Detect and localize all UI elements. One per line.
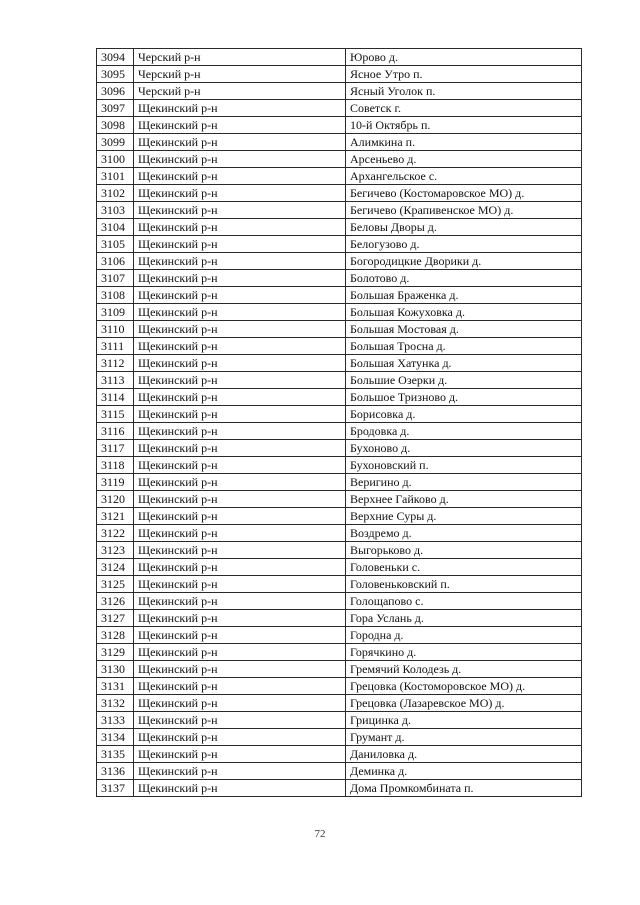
district-cell: Щекинский р-н (134, 355, 346, 372)
district-cell: Щекинский р-н (134, 423, 346, 440)
district-cell: Щекинский р-н (134, 780, 346, 797)
district-cell: Щекинский р-н (134, 321, 346, 338)
table-row (97, 423, 582, 440)
table-row (97, 406, 582, 423)
district-cell: Щекинский р-н (134, 695, 346, 712)
row-number-cell: 3130 (97, 661, 134, 678)
row-number-cell: 3111 (97, 338, 134, 355)
place-name-cell: Бухоново д. (346, 440, 582, 457)
district-cell: Щекинский р-н (134, 168, 346, 185)
row-number-cell: 3099 (97, 134, 134, 151)
place-name-cell: Болотово д. (346, 270, 582, 287)
table-row (97, 695, 582, 712)
place-name-cell: Большая Хатунка д. (346, 355, 582, 372)
district-cell: Щекинский р-н (134, 627, 346, 644)
table-row (97, 49, 582, 66)
row-number-cell: 3103 (97, 202, 134, 219)
row-number-cell: 3104 (97, 219, 134, 236)
row-number-cell: 3116 (97, 423, 134, 440)
table-row (97, 627, 582, 644)
row-number-cell: 3094 (97, 49, 134, 66)
table-row (97, 474, 582, 491)
table-row (97, 780, 582, 797)
table-row (97, 593, 582, 610)
row-number-cell: 3107 (97, 270, 134, 287)
place-name-cell: Белогузово д. (346, 236, 582, 253)
row-number-cell: 3117 (97, 440, 134, 457)
row-number-cell: 3108 (97, 287, 134, 304)
row-number-cell: 3098 (97, 117, 134, 134)
district-cell: Щекинский р-н (134, 202, 346, 219)
row-number-cell: 3124 (97, 559, 134, 576)
row-number-cell: 3101 (97, 168, 134, 185)
place-name-cell: Юрово д. (346, 49, 582, 66)
place-name-cell: Бегичево (Костомаровское МО) д. (346, 185, 582, 202)
table-row (97, 134, 582, 151)
row-number-cell: 3102 (97, 185, 134, 202)
table-row (97, 729, 582, 746)
district-cell: Щекинский р-н (134, 457, 346, 474)
row-number-cell: 3134 (97, 729, 134, 746)
row-number-cell: 3109 (97, 304, 134, 321)
district-cell: Черский р-н (134, 49, 346, 66)
place-name-cell: Большая Браженка д. (346, 287, 582, 304)
place-name-cell: Головеньковский п. (346, 576, 582, 593)
place-name-cell: Грицинка д. (346, 712, 582, 729)
row-number-cell: 3106 (97, 253, 134, 270)
district-cell: Щекинский р-н (134, 389, 346, 406)
table-row (97, 508, 582, 525)
place-name-cell: Головеньки с. (346, 559, 582, 576)
table-row (97, 491, 582, 508)
place-name-cell: Ясное Утро п. (346, 66, 582, 83)
table-row (97, 287, 582, 304)
row-number-cell: 3119 (97, 474, 134, 491)
row-number-cell: 3135 (97, 746, 134, 763)
place-name-cell: Гремячий Колодезь д. (346, 661, 582, 678)
district-cell: Щекинский р-н (134, 134, 346, 151)
place-name-cell: Веригино д. (346, 474, 582, 491)
row-number-cell: 3125 (97, 576, 134, 593)
row-number-cell: 3110 (97, 321, 134, 338)
row-number-cell: 3128 (97, 627, 134, 644)
table-row (97, 253, 582, 270)
district-cell: Щекинский р-н (134, 253, 346, 270)
district-cell: Щекинский р-н (134, 219, 346, 236)
place-name-cell: Большая Кожуховка д. (346, 304, 582, 321)
row-number-cell: 3123 (97, 542, 134, 559)
place-name-cell: Городна д. (346, 627, 582, 644)
place-name-cell: Дома Промкомбината п. (346, 780, 582, 797)
district-cell: Щекинский р-н (134, 712, 346, 729)
district-cell: Щекинский р-н (134, 542, 346, 559)
row-number-cell: 3133 (97, 712, 134, 729)
district-cell: Щекинский р-н (134, 576, 346, 593)
place-name-cell: Архангельское с. (346, 168, 582, 185)
place-name-cell: Беловы Дворы д. (346, 219, 582, 236)
table-row (97, 185, 582, 202)
table-row (97, 389, 582, 406)
row-number-cell: 3122 (97, 525, 134, 542)
row-number-cell: 3096 (97, 83, 134, 100)
table-row (97, 270, 582, 287)
place-name-cell: Гора Услань д. (346, 610, 582, 627)
district-cell: Щекинский р-н (134, 610, 346, 627)
district-cell: Щекинский р-н (134, 678, 346, 695)
table-row (97, 151, 582, 168)
place-name-cell: Борисовка д. (346, 406, 582, 423)
district-cell: Щекинский р-н (134, 270, 346, 287)
place-name-cell: Богородицкие Дворики д. (346, 253, 582, 270)
place-name-cell: Алимкина п. (346, 134, 582, 151)
row-number-cell: 3114 (97, 389, 134, 406)
district-cell: Щекинский р-н (134, 338, 346, 355)
row-number-cell: 3131 (97, 678, 134, 695)
place-name-cell: Верхнее Гайково д. (346, 491, 582, 508)
place-name-cell: Голощапово с. (346, 593, 582, 610)
table-row (97, 678, 582, 695)
row-number-cell: 3126 (97, 593, 134, 610)
settlements-table-body (97, 49, 582, 797)
district-cell: Щекинский р-н (134, 440, 346, 457)
place-name-cell: Горячкино д. (346, 644, 582, 661)
district-cell: Щекинский р-н (134, 117, 346, 134)
district-cell: Щекинский р-н (134, 525, 346, 542)
district-cell: Черский р-н (134, 83, 346, 100)
row-number-cell: 3095 (97, 66, 134, 83)
table-row (97, 372, 582, 389)
district-cell: Щекинский р-н (134, 185, 346, 202)
district-cell: Щекинский р-н (134, 236, 346, 253)
district-cell: Щекинский р-н (134, 729, 346, 746)
district-cell: Щекинский р-н (134, 287, 346, 304)
row-number-cell: 3113 (97, 372, 134, 389)
table-row (97, 559, 582, 576)
row-number-cell: 3136 (97, 763, 134, 780)
table-row (97, 83, 582, 100)
table-row (97, 712, 582, 729)
table-row (97, 525, 582, 542)
place-name-cell: Деминка д. (346, 763, 582, 780)
table-row (97, 304, 582, 321)
place-name-cell: Бродовка д. (346, 423, 582, 440)
row-number-cell: 3105 (97, 236, 134, 253)
district-cell: Щекинский р-н (134, 661, 346, 678)
table-row (97, 746, 582, 763)
place-name-cell: Выгорьково д. (346, 542, 582, 559)
place-name-cell: Воздремо д. (346, 525, 582, 542)
row-number-cell: 3115 (97, 406, 134, 423)
row-number-cell: 3127 (97, 610, 134, 627)
place-name-cell: Арсеньево д. (346, 151, 582, 168)
table-row (97, 219, 582, 236)
place-name-cell: Даниловка д. (346, 746, 582, 763)
place-name-cell: Бухоновский п. (346, 457, 582, 474)
place-name-cell: Грецовка (Лазаревское МО) д. (346, 695, 582, 712)
row-number-cell: 3100 (97, 151, 134, 168)
row-number-cell: 3137 (97, 780, 134, 797)
table-row (97, 117, 582, 134)
place-name-cell: 10-й Октябрь п. (346, 117, 582, 134)
row-number-cell: 3120 (97, 491, 134, 508)
district-cell: Щекинский р-н (134, 644, 346, 661)
table-row (97, 168, 582, 185)
table-row (97, 661, 582, 678)
row-number-cell: 3112 (97, 355, 134, 372)
district-cell: Черский р-н (134, 66, 346, 83)
table-row (97, 542, 582, 559)
table-row (97, 236, 582, 253)
district-cell: Щекинский р-н (134, 474, 346, 491)
district-cell: Щекинский р-н (134, 559, 346, 576)
table-row (97, 355, 582, 372)
district-cell: Щекинский р-н (134, 151, 346, 168)
table-row (97, 66, 582, 83)
page-number: 72 (314, 828, 326, 840)
place-name-cell: Советск г. (346, 100, 582, 117)
table-row (97, 440, 582, 457)
row-number-cell: 3118 (97, 457, 134, 474)
table-row (97, 763, 582, 780)
table-row (97, 321, 582, 338)
table-row (97, 610, 582, 627)
table-row (97, 457, 582, 474)
place-name-cell: Большая Тросна д. (346, 338, 582, 355)
table-row (97, 100, 582, 117)
place-name-cell: Большая Мостовая д. (346, 321, 582, 338)
place-name-cell: Грецовка (Костоморовское МО) д. (346, 678, 582, 695)
row-number-cell: 3097 (97, 100, 134, 117)
table-row (97, 576, 582, 593)
row-number-cell: 3129 (97, 644, 134, 661)
place-name-cell: Большие Озерки д. (346, 372, 582, 389)
district-cell: Щекинский р-н (134, 304, 346, 321)
district-cell: Щекинский р-н (134, 406, 346, 423)
place-name-cell: Верхние Суры д. (346, 508, 582, 525)
place-name-cell: Грумант д. (346, 729, 582, 746)
row-number-cell: 3121 (97, 508, 134, 525)
place-name-cell: Ясный Уголок п. (346, 83, 582, 100)
table-row (97, 338, 582, 355)
table-row (97, 644, 582, 661)
district-cell: Щекинский р-н (134, 593, 346, 610)
place-name-cell: Бегичево (Крапивенское МО) д. (346, 202, 582, 219)
district-cell: Щекинский р-н (134, 372, 346, 389)
settlements-table (96, 48, 582, 797)
district-cell: Щекинский р-н (134, 491, 346, 508)
place-name-cell: Большое Тризново д. (346, 389, 582, 406)
table-row (97, 202, 582, 219)
district-cell: Щекинский р-н (134, 100, 346, 117)
row-number-cell: 3132 (97, 695, 134, 712)
district-cell: Щекинский р-н (134, 508, 346, 525)
district-cell: Щекинский р-н (134, 746, 346, 763)
district-cell: Щекинский р-н (134, 763, 346, 780)
